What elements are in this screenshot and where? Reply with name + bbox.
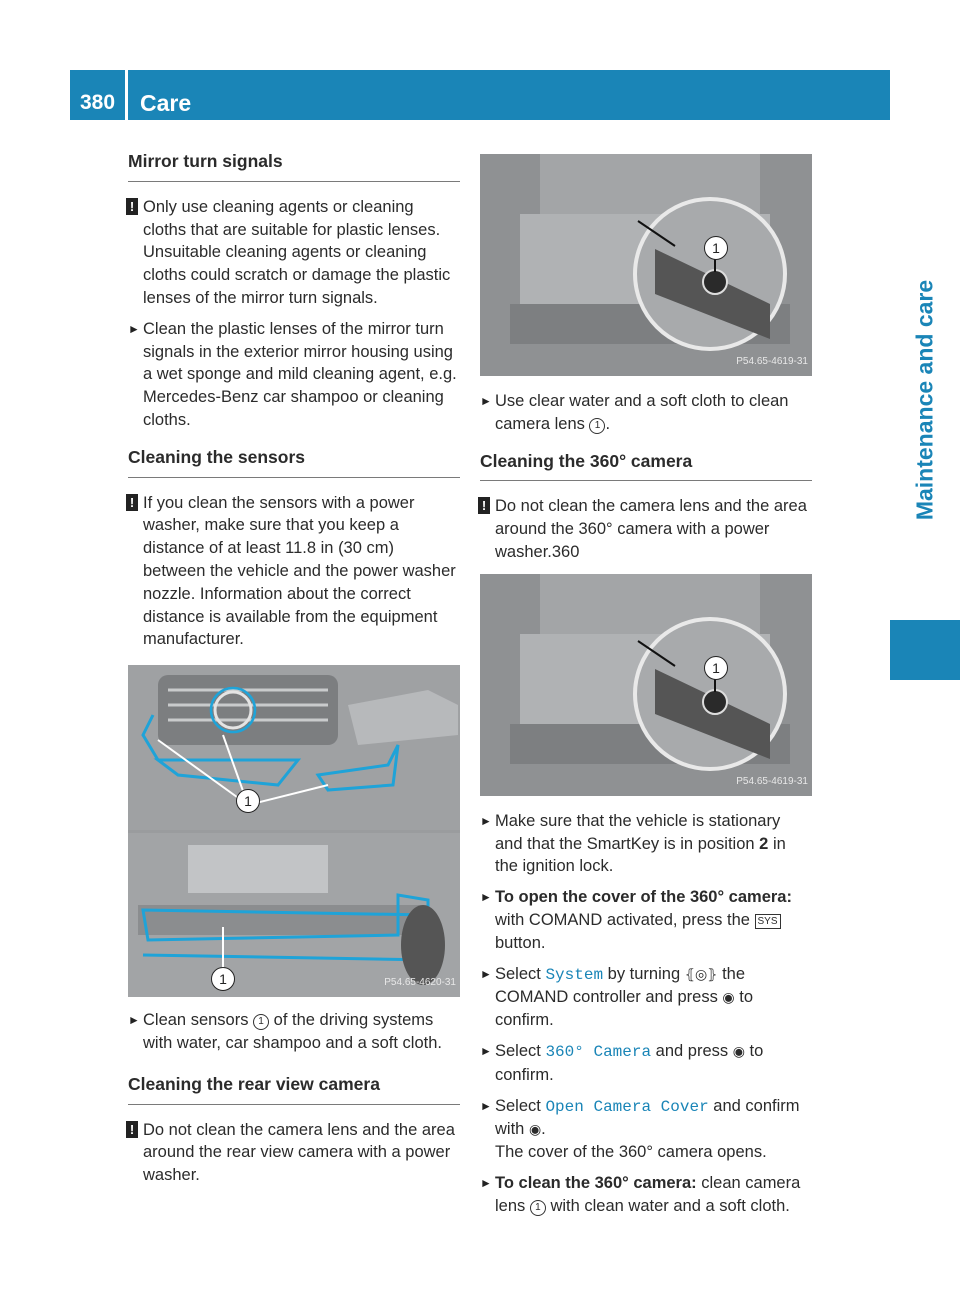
step-arrow-icon: ►: [128, 321, 140, 336]
controller-turn-icon: ⦃◎⦄: [684, 965, 718, 982]
step-text: and confirm with: [495, 1096, 800, 1139]
step-text: Make sure that the vehicle is stationary and that the SmartKey is in position: [495, 811, 781, 853]
display-text: Open Camera Cover: [545, 1097, 709, 1116]
step-arrow-icon: ►: [480, 1098, 492, 1113]
sensor-locations-figure: [128, 665, 460, 997]
side-tab-marker: [890, 620, 960, 680]
heading-mirror-turn-signals: Mirror turn signals: [128, 150, 460, 182]
warning-text: Only use cleaning agents or cleaning cloths that are suitable for plastic lenses. Unsuitable cleaning agents or cleaning cloths could scratch or damage the plastic lenses of the mirror turn signals.: [143, 197, 451, 307]
instruction-step: [128, 1009, 460, 1055]
step-text: and press: [655, 1041, 729, 1060]
callout-1: 1: [236, 789, 260, 813]
side-tab-label: Maintenance and care: [911, 279, 938, 521]
warning-icon: !: [126, 1121, 138, 1138]
callout-1: 1: [704, 656, 728, 680]
step-lead: To open the cover of the 360° camera:: [495, 888, 792, 907]
figure-code: P54.65-4619-31: [736, 775, 808, 787]
warning-text: Do not clean the camera lens and the area around the 360° camera with a power washer.360: [495, 497, 807, 561]
warning-note: [128, 492, 460, 652]
figure-code: P54.65-4619-31: [736, 356, 808, 368]
360-camera-figure: [480, 574, 812, 796]
step-arrow-icon: ►: [480, 394, 492, 408]
step-text: by turning: [607, 964, 681, 983]
warning-text: Do not clean the camera lens and the area around the rear view camera with a power washer.: [143, 1120, 455, 1185]
instruction-step: [480, 1040, 812, 1087]
warning-note: [128, 1119, 460, 1187]
warning-icon: !: [126, 494, 138, 511]
instruction-step: [480, 886, 812, 954]
step-text: clean camera lens: [495, 1173, 801, 1215]
display-text: 360° Camera: [545, 1042, 652, 1061]
instruction-step: [480, 963, 812, 1032]
warning-note: [128, 196, 460, 310]
step-text: Use clear water and a soft cloth to clean camera lens: [495, 392, 789, 433]
warning-icon: !: [126, 198, 138, 215]
callout-1: 1: [211, 967, 235, 991]
360-camera-illustration: [480, 574, 812, 796]
step-arrow-icon: ►: [128, 1013, 140, 1028]
heading-cleaning-360-camera: Cleaning the 360° camera: [480, 450, 812, 482]
step-result: The cover of the 360° camera opens.: [495, 1143, 767, 1162]
controller-press-icon: ◉: [722, 989, 735, 1006]
section-title: Care: [140, 90, 192, 116]
step-text: button.: [495, 933, 546, 952]
instruction-step: [480, 390, 812, 436]
instruction-step: [480, 810, 812, 878]
step-arrow-icon: ►: [480, 966, 492, 981]
instruction-step: [128, 318, 460, 432]
heading-cleaning-rear-view-camera: Cleaning the rear view camera: [128, 1073, 460, 1105]
header-divider: [125, 70, 128, 120]
step-text: Clean the plastic lenses of the mirror turn signals in the exterior mirror housing using a wet sponge and mild cleaning agent, e.g. Mercedes-Benz car shampoo or cleaning cloths.: [143, 319, 457, 429]
page-number: 380: [79, 91, 116, 114]
step-arrow-icon: ►: [480, 1043, 492, 1058]
display-text: System: [545, 965, 604, 984]
header-bar: [70, 70, 890, 120]
right-column: [480, 150, 812, 1226]
warning-icon: !: [478, 497, 490, 514]
left-column: [128, 150, 460, 1195]
step-text: with COMAND activated, press the: [495, 910, 750, 929]
rear-camera-illustration: [480, 154, 812, 376]
step-text: Clean sensors: [143, 1011, 249, 1030]
step-text: Select: [495, 1041, 541, 1060]
step-text: with clean water and a soft cloth.: [550, 1196, 790, 1215]
step-text: .: [541, 1120, 546, 1139]
step-arrow-icon: ►: [480, 813, 492, 828]
step-text: Select: [495, 1096, 541, 1115]
key-position: 2: [759, 834, 769, 853]
step-text: to confirm.: [495, 988, 753, 1030]
heading-cleaning-sensors: Cleaning the sensors: [128, 446, 460, 478]
step-text: in the ignition lock.: [495, 834, 786, 876]
step-text: the COMAND controller and press: [495, 964, 746, 1007]
instruction-step: [480, 1095, 812, 1164]
step-text: of the driving systems with water, car shampoo and a soft cloth.: [143, 1011, 442, 1052]
step-text: Select: [495, 964, 541, 983]
step-lead: To clean the 360° camera:: [495, 1173, 697, 1192]
callout-reference: 1: [589, 418, 605, 434]
controller-press-icon: ◉: [528, 1121, 542, 1138]
callout-1: 1: [704, 236, 728, 260]
controller-press-icon: ◉: [732, 1042, 745, 1059]
step-text: .: [605, 414, 611, 433]
car-front-rear-illustration: [128, 665, 460, 997]
figure-code: P54.65-4620-31: [384, 977, 456, 989]
sys-button-icon: SYS: [755, 914, 781, 929]
callout-reference: 1: [253, 1014, 269, 1030]
rear-camera-figure: [480, 154, 812, 376]
warning-text: If you clean the sensors with a power washer, make sure that you keep a distance of at least 11.8 in (30 cm) between the vehicle and the power washer nozzle. Information about the correct distance is available from the equipment manufacturer.: [143, 493, 456, 649]
warning-note: [480, 495, 812, 563]
step-arrow-icon: ►: [480, 1175, 492, 1190]
callout-reference: 1: [530, 1200, 546, 1216]
step-arrow-icon: ►: [480, 890, 492, 905]
step-text: to confirm.: [495, 1041, 764, 1084]
instruction-step: [480, 1172, 812, 1218]
